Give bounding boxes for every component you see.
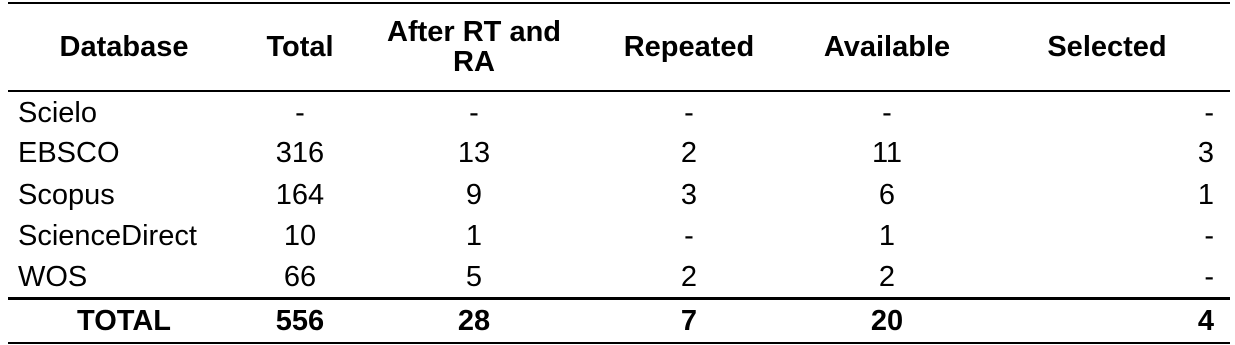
cell-available: 1 — [878, 220, 896, 253]
total-after: 28 — [360, 299, 588, 343]
cell-after: 5 — [465, 261, 483, 293]
cell-available: 11 — [871, 137, 903, 170]
cell-repeated: 2 — [680, 261, 698, 293]
cell-database: ScienceDirect — [18, 220, 197, 253]
total-available: 20 — [790, 299, 984, 343]
cell-total: 316 — [275, 137, 325, 170]
cell-after: 9 — [465, 178, 483, 211]
header-total: Total — [240, 3, 360, 91]
cell-database: Scielo — [18, 97, 97, 130]
cell-available: 2 — [878, 261, 896, 293]
cell-repeated: - — [684, 97, 694, 130]
cell-database: WOS — [18, 261, 88, 293]
cell-selected: - — [1204, 220, 1214, 253]
total-selected: 4 — [984, 299, 1230, 343]
total-repeated: 7 — [588, 299, 790, 343]
table-body — [8, 91, 1230, 343]
header-after-rt-ra: After RT and RA — [360, 3, 588, 91]
header-available: Available — [790, 3, 984, 91]
table-header — [8, 3, 1230, 91]
table-row — [8, 257, 1230, 299]
header-row — [8, 3, 1230, 91]
header-selected: Selected — [984, 3, 1230, 91]
cell-total: - — [295, 97, 305, 130]
cell-total: 66 — [283, 261, 317, 293]
table-row — [8, 216, 1230, 258]
total-total: 556 — [240, 299, 360, 343]
cell-after: 13 — [457, 137, 491, 170]
cell-selected: 1 — [1197, 178, 1214, 211]
cell-after: - — [469, 97, 479, 130]
table-row — [8, 133, 1230, 175]
cell-after: 1 — [465, 220, 483, 253]
cell-repeated: - — [684, 220, 694, 253]
cell-repeated: 3 — [680, 178, 698, 211]
cell-database: EBSCO — [18, 137, 120, 170]
header-database: Database — [8, 3, 240, 91]
total-row — [8, 299, 1230, 343]
cell-available: 6 — [878, 178, 896, 211]
cell-selected: 3 — [1197, 137, 1214, 170]
cell-database: Scopus — [18, 178, 115, 211]
cell-total: 10 — [283, 220, 317, 253]
header-repeated: Repeated — [588, 3, 790, 91]
database-search-results-table — [8, 2, 1230, 344]
cell-total: 164 — [275, 178, 325, 211]
cell-repeated: 2 — [680, 137, 698, 170]
table-row — [8, 91, 1230, 133]
total-label: TOTAL — [8, 299, 240, 343]
cell-available: - — [882, 97, 892, 130]
table-row — [8, 174, 1230, 216]
cell-selected: - — [1204, 261, 1214, 293]
cell-selected: - — [1204, 97, 1214, 130]
